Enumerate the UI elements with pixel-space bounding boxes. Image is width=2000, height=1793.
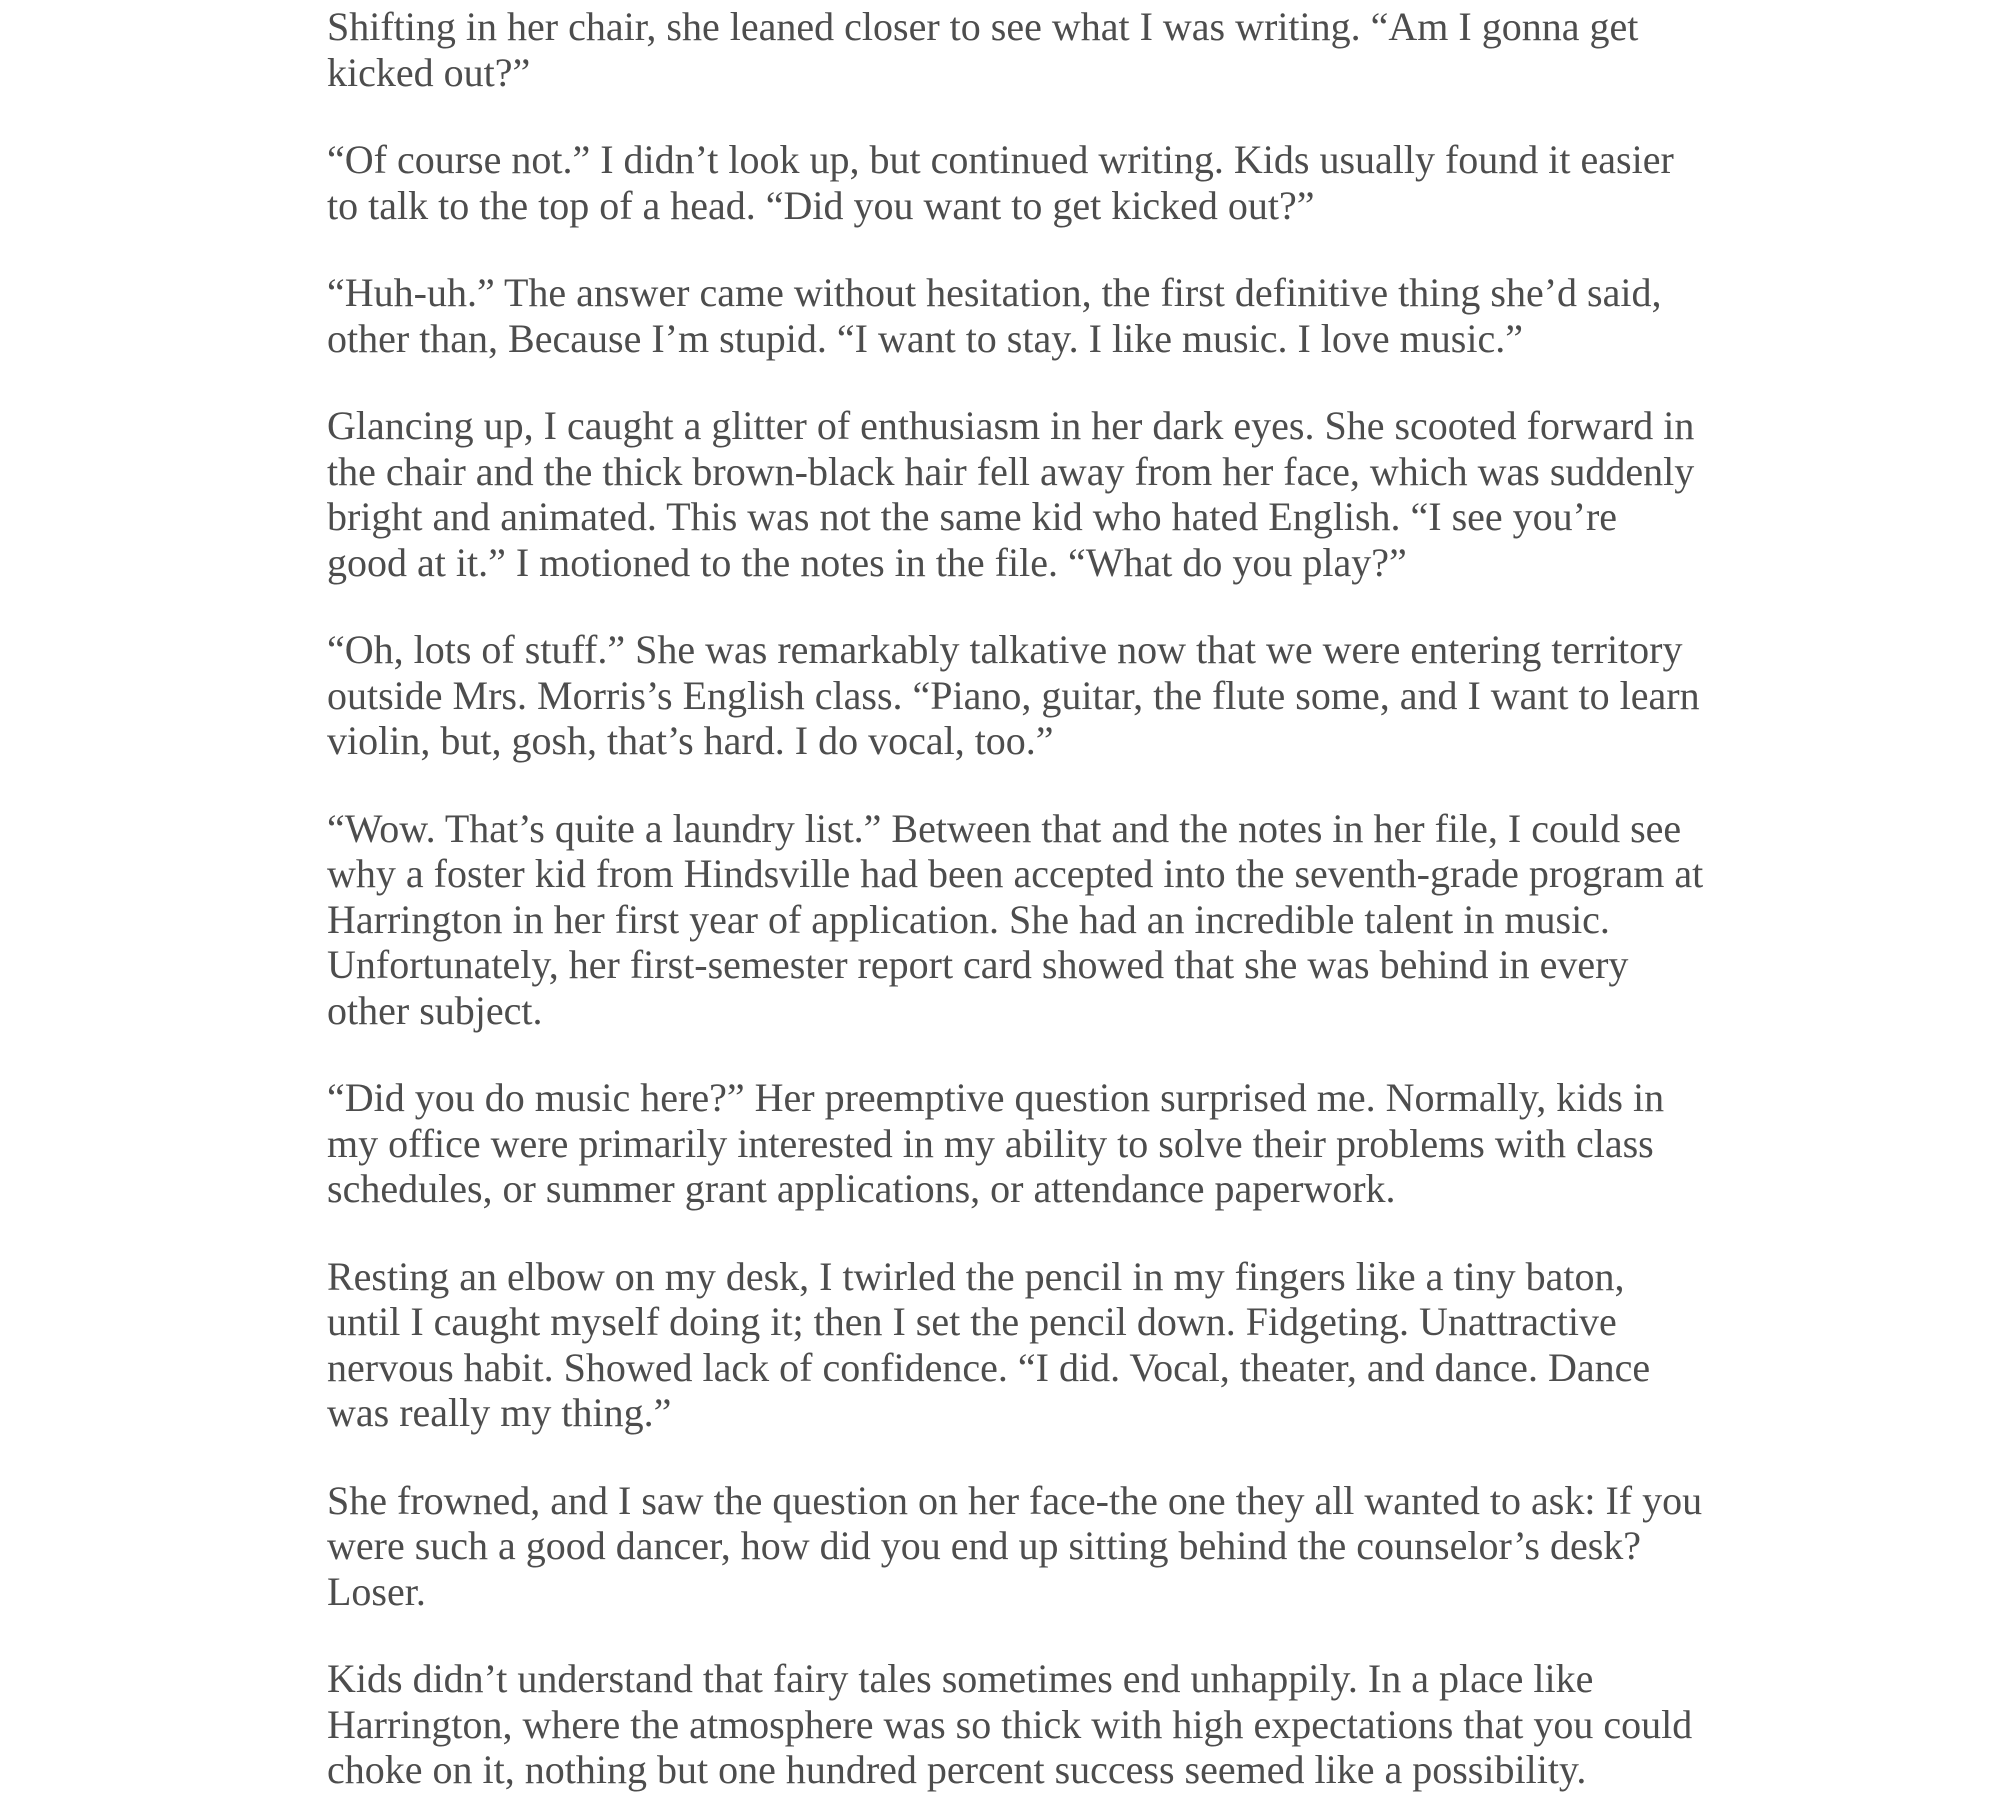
paragraph-6: “Wow. That’s quite a laundry list.” Between that and the notes in her file, I could see why a foster kid from Hindsville had been accepted into the seventh-grade program at Harrington in her first year of application. She had an incredible talent in music. Unfortunately, her first-semester report card showed that she was behind in every other subject. bbox=[327, 805, 1704, 1033]
paragraph-2: “Of course not.” I didn’t look up, but continued writing. Kids usually found it easier to talk to the top of a head. “Did you want to get kicked out?” bbox=[327, 137, 1674, 228]
paragraph-1: Shifting in her chair, she leaned closer to see what I was writing. “Am I gonna get kicked out?” bbox=[327, 4, 1639, 95]
paragraph-10: Kids didn’t understand that fairy tales sometimes end unhappily. In a place like Harrington, where the atmosphere was so thick with high expectations that you could choke on it, nothing but one hundred percent success seemed like a possibility. bbox=[327, 1656, 1693, 1792]
paragraph-7: “Did you do music here?” Her preemptive question surprised me. Normally, kids in my office were primarily interested in my ability to solve their problems with class schedules, or summer grant applications, or attendance paperwork. bbox=[327, 1075, 1665, 1211]
paragraph-3: “Huh-uh.” The answer came without hesitation, the first definitive thing she’d said, other than, Because I’m stupid. “I want to stay. I like music. I love music.” bbox=[327, 270, 1662, 361]
paragraph-8: Resting an elbow on my desk, I twirled the pencil in my fingers like a tiny baton, until I caught myself doing it; then I set the pencil down. Fidgeting. Unattractive nervous habit. Showed lack of confidence. “I did. Vocal, theater, and dance. Dance was really my thing.” bbox=[327, 1253, 1651, 1435]
paragraph-5: “Oh, lots of stuff.” She was remarkably talkative now that we were entering territory outside Mrs. Morris’s English class. “Piano, guitar, the flute some, and I want to learn violin, but, gosh, that’s hard. I do vocal, too.” bbox=[327, 627, 1700, 763]
paragraph-4: Glancing up, I caught a glitter of enthusiasm in her dark eyes. She scooted forward in the chair and the thick brown-black hair fell away from her face, which was suddenly bright and animated. This was not the same kid who hated English. “I see you’re good at it.” I motioned to the notes in the file. “What do you play?” bbox=[327, 403, 1695, 585]
paragraph-9: She frowned, and I saw the question on her face-the one they all wanted to ask: If you were such a good dancer, how did you end up sitting behind the counselor’s desk? Loser. bbox=[327, 1477, 1703, 1614]
document-page bbox=[327, 4, 1707, 1793]
